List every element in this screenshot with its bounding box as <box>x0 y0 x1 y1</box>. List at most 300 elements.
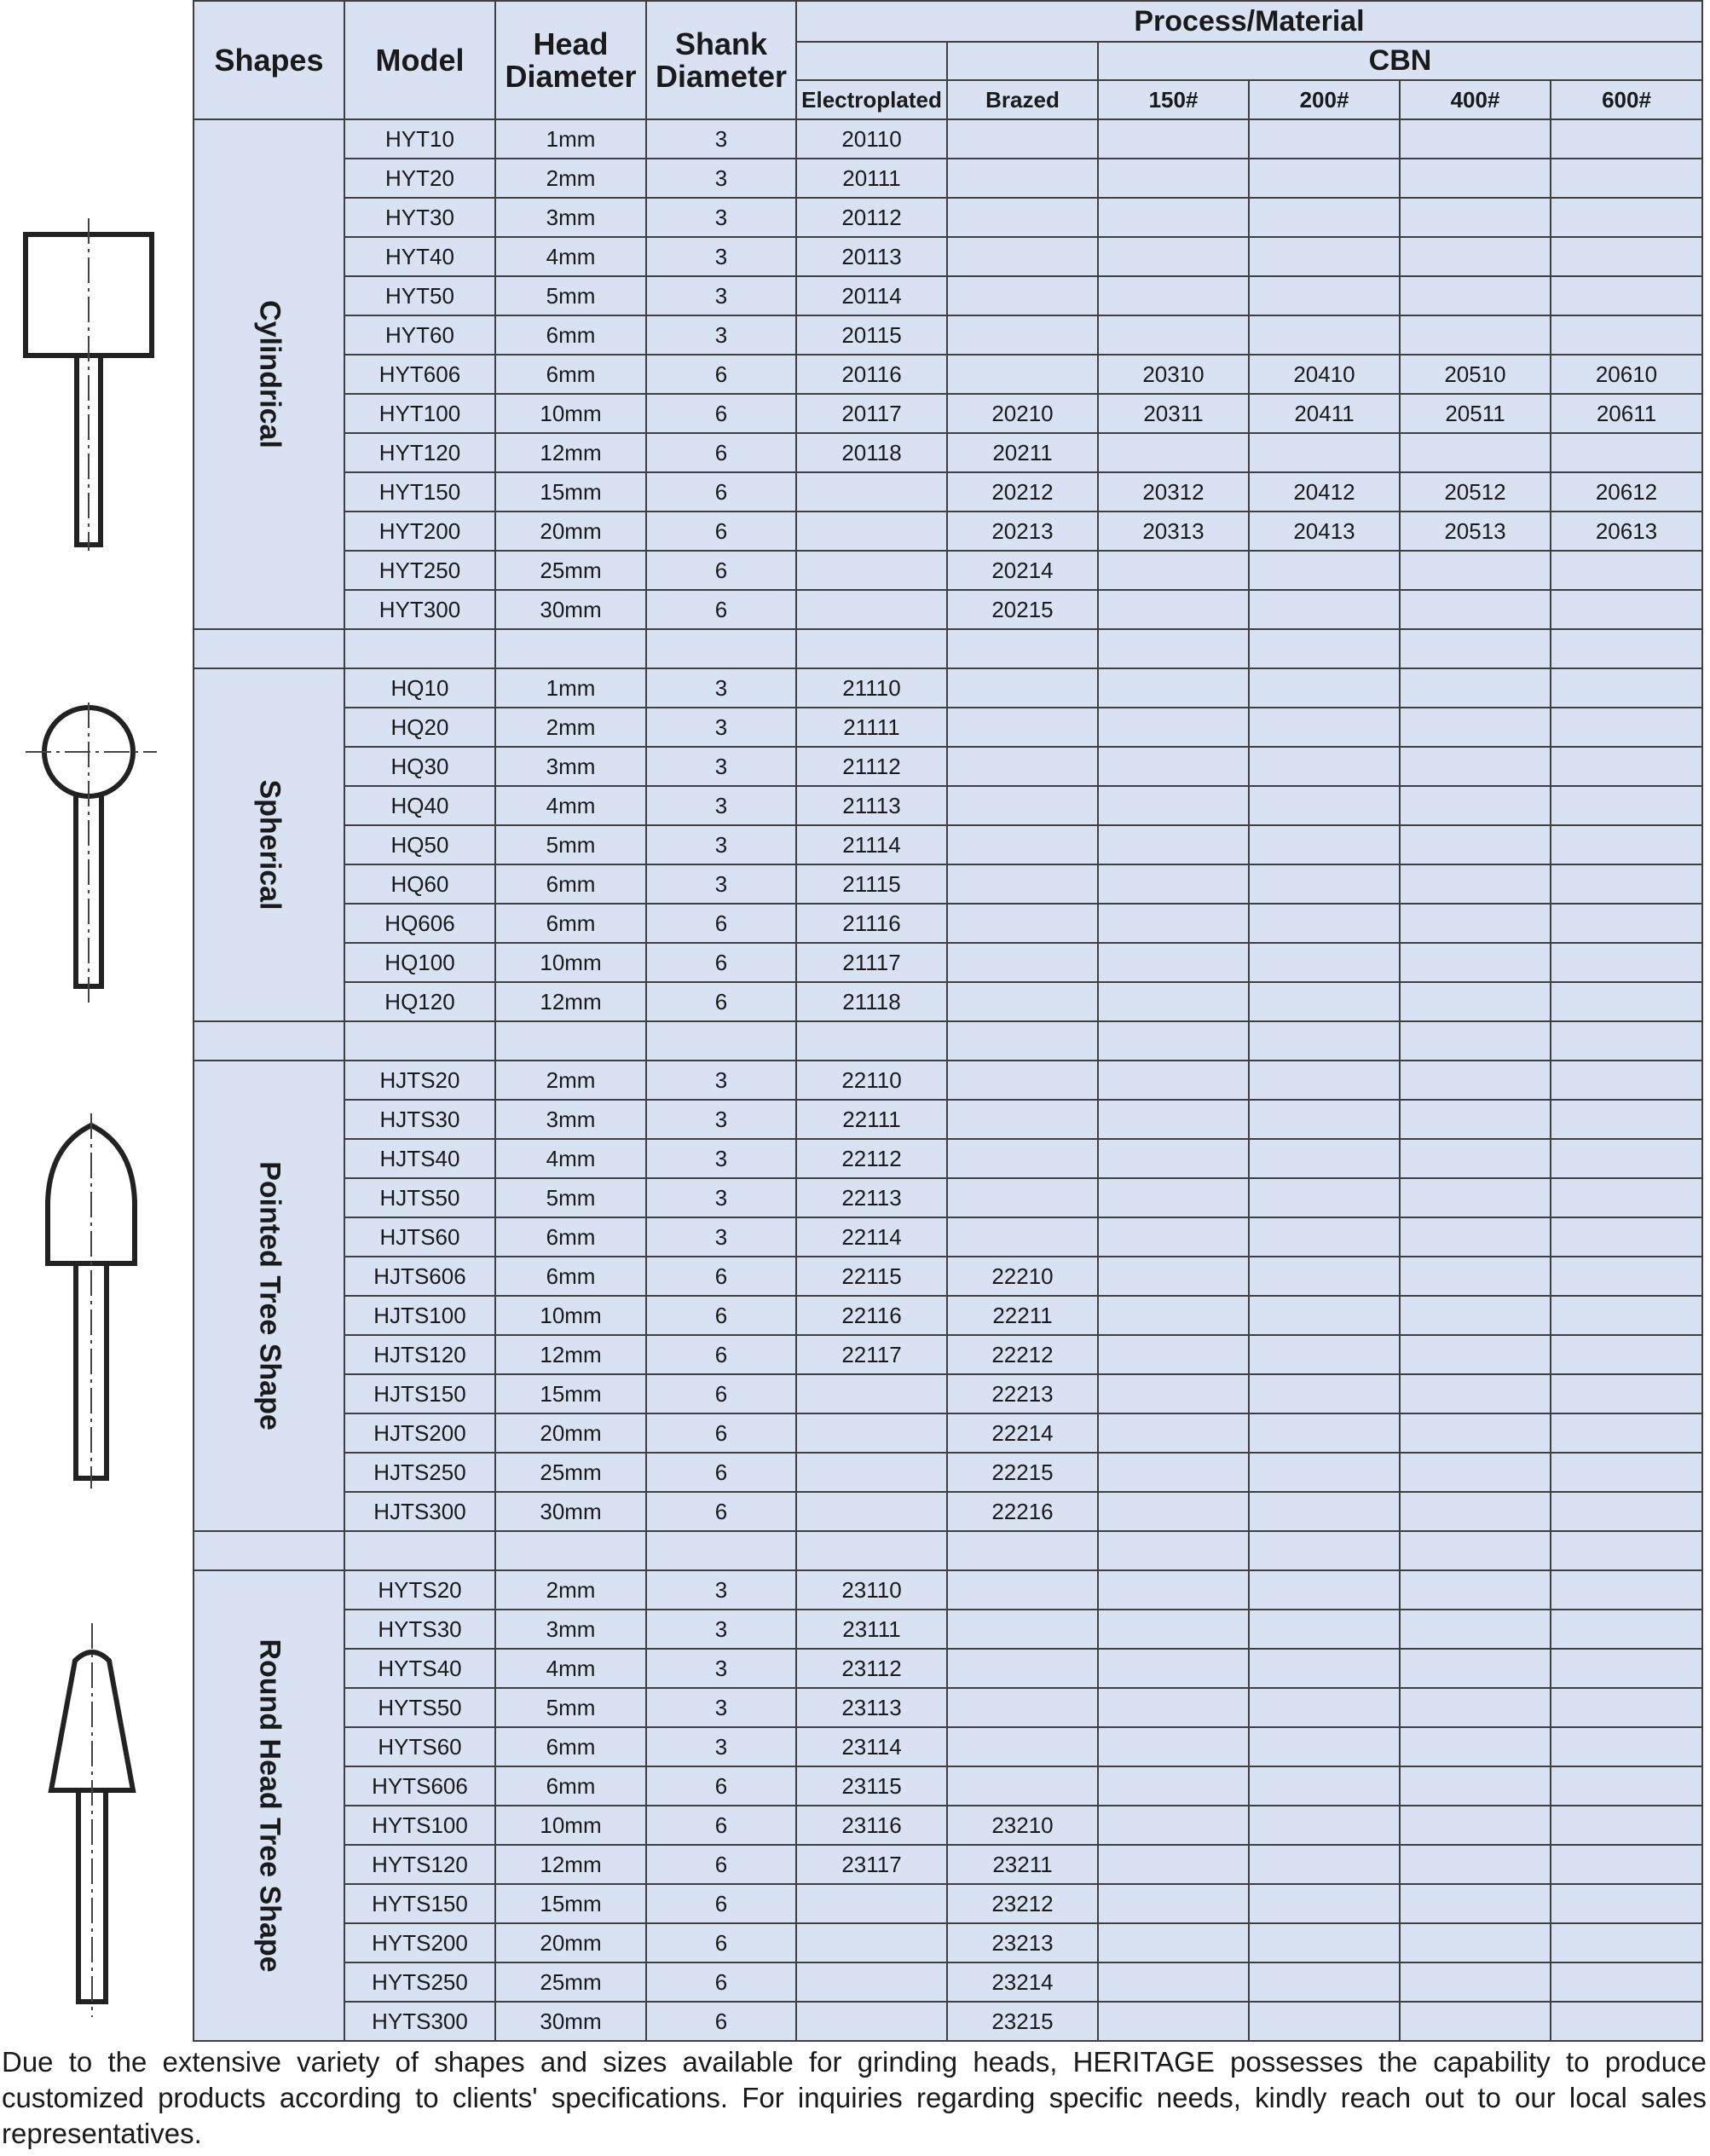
header-model: Model <box>344 1 495 119</box>
cell-head-diameter: 2mm <box>495 1061 646 1100</box>
cell-cbn-200: 20410 <box>1249 355 1400 394</box>
cell-electroplated <box>796 2002 947 2041</box>
cell-cbn-200 <box>1249 551 1400 590</box>
cell-electroplated <box>796 1453 947 1492</box>
cell-cbn-600 <box>1551 159 1702 198</box>
cell-electroplated: 23113 <box>796 1688 947 1727</box>
cell-model: HYT60 <box>344 315 495 355</box>
cell-electroplated: 21115 <box>796 864 947 904</box>
cell-model: HYT40 <box>344 237 495 276</box>
cell-brazed <box>947 1649 1098 1688</box>
cell-model: HJTS60 <box>344 1217 495 1257</box>
header-grit-600: 600# <box>1551 80 1702 119</box>
cell-cbn-200 <box>1249 1806 1400 1845</box>
cell-cbn-400 <box>1400 1453 1551 1492</box>
cell-cbn-150 <box>1098 1139 1249 1178</box>
table-row <box>194 708 1702 747</box>
header-brazed: Brazed <box>947 80 1098 119</box>
cell-model: HYT300 <box>344 590 495 629</box>
cell-cbn-600 <box>1551 982 1702 1021</box>
cell-cbn-150 <box>1098 237 1249 276</box>
spacer-cell <box>1551 1531 1702 1570</box>
table-row <box>194 864 1702 904</box>
cell-cbn-200 <box>1249 943 1400 982</box>
cell-electroplated: 23115 <box>796 1766 947 1806</box>
header-blank-2 <box>947 42 1098 80</box>
cell-model: HQ606 <box>344 904 495 943</box>
table-row <box>194 512 1702 551</box>
cell-cbn-200 <box>1249 1139 1400 1178</box>
spacer-cell <box>1551 629 1702 668</box>
cell-cbn-600 <box>1551 1884 1702 1923</box>
cell-brazed: 20213 <box>947 512 1098 551</box>
cell-brazed <box>947 315 1098 355</box>
cell-model: HQ40 <box>344 786 495 825</box>
cell-cbn-400: 20511 <box>1400 394 1551 433</box>
cell-electroplated <box>796 1374 947 1413</box>
table-row <box>194 1413 1702 1453</box>
cell-head-diameter: 12mm <box>495 1335 646 1374</box>
cell-brazed <box>947 904 1098 943</box>
spacer-cell <box>495 629 646 668</box>
cell-head-diameter: 4mm <box>495 1649 646 1688</box>
table-row <box>194 472 1702 512</box>
cell-brazed <box>947 1727 1098 1766</box>
spacer-cell <box>1249 1531 1400 1570</box>
cell-head-diameter: 10mm <box>495 943 646 982</box>
cell-cbn-400 <box>1400 1178 1551 1217</box>
spacer-cell <box>1400 1021 1551 1061</box>
table-row <box>194 786 1702 825</box>
cell-model: HJTS120 <box>344 1335 495 1374</box>
cell-electroplated: 22117 <box>796 1335 947 1374</box>
cell-cbn-600 <box>1551 1688 1702 1727</box>
cell-model: HYT50 <box>344 276 495 315</box>
cell-shank-diameter: 3 <box>646 747 796 786</box>
cell-cbn-400 <box>1400 590 1551 629</box>
cell-cbn-400 <box>1400 904 1551 943</box>
cell-cbn-400 <box>1400 943 1551 982</box>
cell-model: HYT20 <box>344 159 495 198</box>
cell-cbn-200 <box>1249 1178 1400 1217</box>
cell-cbn-600 <box>1551 1100 1702 1139</box>
cell-electroplated: 21111 <box>796 708 947 747</box>
cell-head-diameter: 5mm <box>495 825 646 864</box>
cell-electroplated <box>796 1492 947 1531</box>
cell-cbn-150 <box>1098 1649 1249 1688</box>
cell-cbn-600 <box>1551 1492 1702 1531</box>
table-row <box>194 1139 1702 1178</box>
cell-cbn-200 <box>1249 864 1400 904</box>
spacer-cell <box>344 629 495 668</box>
footnote: Due to the extensive variety of shapes and sizes available for grinding heads, HERITAGE possesses the capability to produce customized products according to clients' specifications. For inquiries regarding specific needs, kindly reach out to our local sales representatives. <box>2 2046 1707 2149</box>
cell-electroplated: 20114 <box>796 276 947 315</box>
cell-model: HJTS40 <box>344 1139 495 1178</box>
shape-label-cell <box>194 668 344 1021</box>
cell-electroplated: 23110 <box>796 1570 947 1610</box>
cell-model: HYT250 <box>344 551 495 590</box>
cell-cbn-200 <box>1249 2002 1400 2041</box>
cell-cbn-150 <box>1098 708 1249 747</box>
cell-model: HYTS20 <box>344 1570 495 1610</box>
cell-cbn-400 <box>1400 315 1551 355</box>
cell-shank-diameter: 3 <box>646 1570 796 1610</box>
cell-cbn-600 <box>1551 590 1702 629</box>
cell-model: HYTS30 <box>344 1610 495 1649</box>
cell-cbn-600 <box>1551 825 1702 864</box>
cell-model: HYTS100 <box>344 1806 495 1845</box>
cell-shank-diameter: 3 <box>646 708 796 747</box>
cell-model: HYT10 <box>344 119 495 159</box>
cell-head-diameter: 30mm <box>495 1492 646 1531</box>
cell-cbn-600 <box>1551 1845 1702 1884</box>
cell-shank-diameter: 6 <box>646 394 796 433</box>
table-row <box>194 943 1702 982</box>
table-row <box>194 276 1702 315</box>
cell-shank-diameter: 3 <box>646 1061 796 1100</box>
header-grit-150: 150# <box>1098 80 1249 119</box>
cell-shank-diameter: 6 <box>646 1492 796 1531</box>
cell-cbn-600 <box>1551 1453 1702 1492</box>
cell-cbn-200 <box>1249 1061 1400 1100</box>
cell-head-diameter: 2mm <box>495 708 646 747</box>
table-row <box>194 551 1702 590</box>
cell-cbn-400: 20512 <box>1400 472 1551 512</box>
cell-brazed <box>947 119 1098 159</box>
cell-electroplated: 21110 <box>796 668 947 708</box>
cell-cbn-150 <box>1098 982 1249 1021</box>
cell-head-diameter: 15mm <box>495 1884 646 1923</box>
cell-cbn-400 <box>1400 433 1551 472</box>
cell-shank-diameter: 6 <box>646 1884 796 1923</box>
cell-brazed <box>947 1217 1098 1257</box>
cell-cbn-600 <box>1551 1139 1702 1178</box>
table-row <box>194 1962 1702 2002</box>
table-row <box>194 1806 1702 1845</box>
cell-brazed <box>947 1610 1098 1649</box>
cell-cbn-150 <box>1098 1610 1249 1649</box>
cell-brazed <box>947 708 1098 747</box>
cell-head-diameter: 12mm <box>495 982 646 1021</box>
cell-model: HYT100 <box>344 394 495 433</box>
cell-model: HJTS606 <box>344 1257 495 1296</box>
cell-cbn-400 <box>1400 1727 1551 1766</box>
cell-brazed: 20215 <box>947 590 1098 629</box>
cell-cbn-600 <box>1551 1923 1702 1962</box>
cell-brazed: 22212 <box>947 1335 1098 1374</box>
cell-shank-diameter: 6 <box>646 1845 796 1884</box>
cell-electroplated: 22110 <box>796 1061 947 1100</box>
cell-cbn-200: 20411 <box>1249 394 1400 433</box>
cell-brazed: 20211 <box>947 433 1098 472</box>
cell-model: HJTS20 <box>344 1061 495 1100</box>
cell-cbn-600 <box>1551 315 1702 355</box>
cell-head-diameter: 20mm <box>495 1923 646 1962</box>
cell-electroplated: 22113 <box>796 1178 947 1217</box>
cell-cbn-200 <box>1249 1374 1400 1413</box>
cell-brazed: 20214 <box>947 551 1098 590</box>
cell-head-diameter: 30mm <box>495 2002 646 2041</box>
cell-head-diameter: 10mm <box>495 1806 646 1845</box>
shape-label-cell <box>194 1061 344 1531</box>
cell-cbn-150 <box>1098 1570 1249 1610</box>
shape-label-cell <box>194 1570 344 2041</box>
cell-brazed <box>947 159 1098 198</box>
spacer-cell <box>1400 629 1551 668</box>
table-row <box>194 1845 1702 1884</box>
cell-cbn-400 <box>1400 1923 1551 1962</box>
spacer-cell <box>646 1021 796 1061</box>
cell-cbn-400 <box>1400 825 1551 864</box>
cell-cbn-600 <box>1551 1727 1702 1766</box>
cell-cbn-600 <box>1551 198 1702 237</box>
header-shank-line1: Shank <box>674 26 768 61</box>
cell-brazed <box>947 355 1098 394</box>
header-shank-line2: Diameter <box>655 58 788 94</box>
cell-cbn-150 <box>1098 159 1249 198</box>
cell-cbn-400 <box>1400 1335 1551 1374</box>
cell-electroplated <box>796 512 947 551</box>
cell-shank-diameter: 6 <box>646 1923 796 1962</box>
cell-shank-diameter: 3 <box>646 315 796 355</box>
table-row <box>194 1257 1702 1296</box>
cell-electroplated <box>796 1413 947 1453</box>
cell-cbn-150 <box>1098 1688 1249 1727</box>
cell-model: HJTS100 <box>344 1296 495 1335</box>
cell-cbn-150 <box>1098 943 1249 982</box>
cell-cbn-150: 20312 <box>1098 472 1249 512</box>
cell-cbn-600 <box>1551 1335 1702 1374</box>
table-row <box>194 1884 1702 1923</box>
cell-cbn-200 <box>1249 1492 1400 1531</box>
cell-electroplated: 22112 <box>796 1139 947 1178</box>
cell-brazed: 22216 <box>947 1492 1098 1531</box>
cell-cbn-400 <box>1400 276 1551 315</box>
cell-cbn-150 <box>1098 315 1249 355</box>
cell-electroplated: 21117 <box>796 943 947 982</box>
cell-electroplated: 22111 <box>796 1100 947 1139</box>
cell-cbn-200 <box>1249 1610 1400 1649</box>
cell-electroplated: 21114 <box>796 825 947 864</box>
cylindrical-burr-icon <box>0 213 193 554</box>
cell-cbn-600 <box>1551 1962 1702 2002</box>
cell-model: HQ10 <box>344 668 495 708</box>
cell-model: HQ30 <box>344 747 495 786</box>
table-row <box>194 590 1702 629</box>
spacer-cell <box>194 629 344 668</box>
cell-cbn-150 <box>1098 1296 1249 1335</box>
cell-cbn-200: 20413 <box>1249 512 1400 551</box>
cell-model: HJTS250 <box>344 1453 495 1492</box>
cell-cbn-150: 20313 <box>1098 512 1249 551</box>
cell-cbn-200 <box>1249 668 1400 708</box>
cell-brazed <box>947 1178 1098 1217</box>
pointed-tree-burr-icon <box>0 1108 193 1492</box>
table-row <box>194 1061 1702 1100</box>
cell-electroplated: 20117 <box>796 394 947 433</box>
cell-shank-diameter: 6 <box>646 1766 796 1806</box>
cell-shank-diameter: 3 <box>646 1100 796 1139</box>
cell-head-diameter: 20mm <box>495 512 646 551</box>
spacer-cell <box>1098 629 1249 668</box>
cell-cbn-200 <box>1249 904 1400 943</box>
table-row <box>194 1374 1702 1413</box>
table-row <box>194 1923 1702 1962</box>
table-row <box>194 198 1702 237</box>
cell-head-diameter: 2mm <box>495 159 646 198</box>
cell-head-diameter: 1mm <box>495 119 646 159</box>
cell-head-diameter: 6mm <box>495 355 646 394</box>
spacer-cell <box>194 1021 344 1061</box>
cell-cbn-600 <box>1551 1374 1702 1413</box>
cell-cbn-200 <box>1249 747 1400 786</box>
cell-brazed <box>947 747 1098 786</box>
table-row <box>194 159 1702 198</box>
cell-model: HJTS150 <box>344 1374 495 1413</box>
cell-head-diameter: 30mm <box>495 590 646 629</box>
cell-cbn-200 <box>1249 1453 1400 1492</box>
cell-electroplated: 22114 <box>796 1217 947 1257</box>
cell-cbn-150: 20310 <box>1098 355 1249 394</box>
cell-head-diameter: 12mm <box>495 1845 646 1884</box>
shape-label: Spherical <box>253 779 286 910</box>
cell-electroplated: 21118 <box>796 982 947 1021</box>
cell-cbn-150 <box>1098 1727 1249 1766</box>
cell-cbn-600 <box>1551 1178 1702 1217</box>
cell-brazed: 22210 <box>947 1257 1098 1296</box>
cell-head-diameter: 3mm <box>495 1610 646 1649</box>
cell-shank-diameter: 6 <box>646 512 796 551</box>
header-head-line1: Head <box>533 26 609 61</box>
cell-cbn-200 <box>1249 1296 1400 1335</box>
cell-cbn-400: 20513 <box>1400 512 1551 551</box>
cell-cbn-200 <box>1249 1335 1400 1374</box>
table-row <box>194 1492 1702 1531</box>
spacer-cell <box>646 1531 796 1570</box>
cell-head-diameter: 15mm <box>495 472 646 512</box>
cell-cbn-600 <box>1551 1649 1702 1688</box>
cell-cbn-600 <box>1551 747 1702 786</box>
cell-model: HYTS150 <box>344 1884 495 1923</box>
cell-electroplated <box>796 590 947 629</box>
cell-head-diameter: 6mm <box>495 315 646 355</box>
cell-model: HJTS50 <box>344 1178 495 1217</box>
cell-cbn-150 <box>1098 590 1249 629</box>
table-row <box>194 1688 1702 1727</box>
cell-cbn-400 <box>1400 747 1551 786</box>
cell-cbn-150 <box>1098 1923 1249 1962</box>
cell-head-diameter: 3mm <box>495 747 646 786</box>
cell-cbn-150 <box>1098 825 1249 864</box>
spacer-cell <box>796 1531 947 1570</box>
cell-cbn-200 <box>1249 590 1400 629</box>
cell-cbn-400 <box>1400 1257 1551 1296</box>
cell-cbn-200 <box>1249 786 1400 825</box>
cell-cbn-150 <box>1098 1453 1249 1492</box>
cell-cbn-200 <box>1249 1884 1400 1923</box>
table-row <box>194 904 1702 943</box>
cell-electroplated: 23116 <box>796 1806 947 1845</box>
cell-cbn-200 <box>1249 1923 1400 1962</box>
header-grit-400: 400# <box>1400 80 1551 119</box>
cell-cbn-400 <box>1400 864 1551 904</box>
cell-shank-diameter: 6 <box>646 1296 796 1335</box>
cell-cbn-400 <box>1400 1884 1551 1923</box>
cell-cbn-150 <box>1098 1335 1249 1374</box>
cell-cbn-400 <box>1400 708 1551 747</box>
cell-cbn-400 <box>1400 1217 1551 1257</box>
cell-cbn-600 <box>1551 1061 1702 1100</box>
cell-shank-diameter: 3 <box>646 119 796 159</box>
table-row <box>194 1335 1702 1374</box>
cell-cbn-150 <box>1098 276 1249 315</box>
cell-electroplated: 23112 <box>796 1649 947 1688</box>
cell-cbn-200 <box>1249 198 1400 237</box>
cell-electroplated: 20116 <box>796 355 947 394</box>
cell-model: HQ100 <box>344 943 495 982</box>
cell-cbn-200 <box>1249 1413 1400 1453</box>
cell-cbn-200 <box>1249 1845 1400 1884</box>
cell-electroplated: 20113 <box>796 237 947 276</box>
cell-cbn-600 <box>1551 708 1702 747</box>
cell-cbn-600 <box>1551 2002 1702 2041</box>
cell-model: HYTS606 <box>344 1766 495 1806</box>
cell-cbn-150 <box>1098 864 1249 904</box>
cell-cbn-400 <box>1400 159 1551 198</box>
cell-head-diameter: 3mm <box>495 198 646 237</box>
cell-cbn-150 <box>1098 2002 1249 2041</box>
cell-cbn-600 <box>1551 1296 1702 1335</box>
table-row <box>194 1217 1702 1257</box>
cell-cbn-600 <box>1551 237 1702 276</box>
cell-brazed <box>947 943 1098 982</box>
cell-electroplated: 22116 <box>796 1296 947 1335</box>
cell-cbn-400 <box>1400 982 1551 1021</box>
cell-electroplated: 23114 <box>796 1727 947 1766</box>
cell-brazed: 20212 <box>947 472 1098 512</box>
cell-cbn-200 <box>1249 1570 1400 1610</box>
cell-brazed <box>947 982 1098 1021</box>
cell-cbn-150 <box>1098 1413 1249 1453</box>
cell-model: HYTS300 <box>344 2002 495 2041</box>
cell-model: HQ20 <box>344 708 495 747</box>
cell-cbn-200 <box>1249 276 1400 315</box>
table-row <box>194 668 1702 708</box>
cell-shank-diameter: 6 <box>646 1806 796 1845</box>
round-head-tree-burr-icon <box>0 1620 193 2020</box>
cell-brazed <box>947 1061 1098 1100</box>
table-row <box>194 1453 1702 1492</box>
table-row <box>194 1727 1702 1766</box>
cell-cbn-600: 20610 <box>1551 355 1702 394</box>
cell-head-diameter: 6mm <box>495 1766 646 1806</box>
cell-shank-diameter: 6 <box>646 355 796 394</box>
cell-brazed <box>947 825 1098 864</box>
cell-model: HYT200 <box>344 512 495 551</box>
cell-cbn-400 <box>1400 1962 1551 2002</box>
spacer-cell <box>344 1531 495 1570</box>
cell-shank-diameter: 3 <box>646 198 796 237</box>
cell-brazed <box>947 1100 1098 1139</box>
cell-shank-diameter: 3 <box>646 1139 796 1178</box>
header-grit-200: 200# <box>1249 80 1400 119</box>
cell-brazed: 20210 <box>947 394 1098 433</box>
cell-cbn-150 <box>1098 904 1249 943</box>
cell-head-diameter: 6mm <box>495 904 646 943</box>
cell-cbn-600: 20611 <box>1551 394 1702 433</box>
cell-head-diameter: 25mm <box>495 1962 646 2002</box>
spacer-cell <box>646 629 796 668</box>
